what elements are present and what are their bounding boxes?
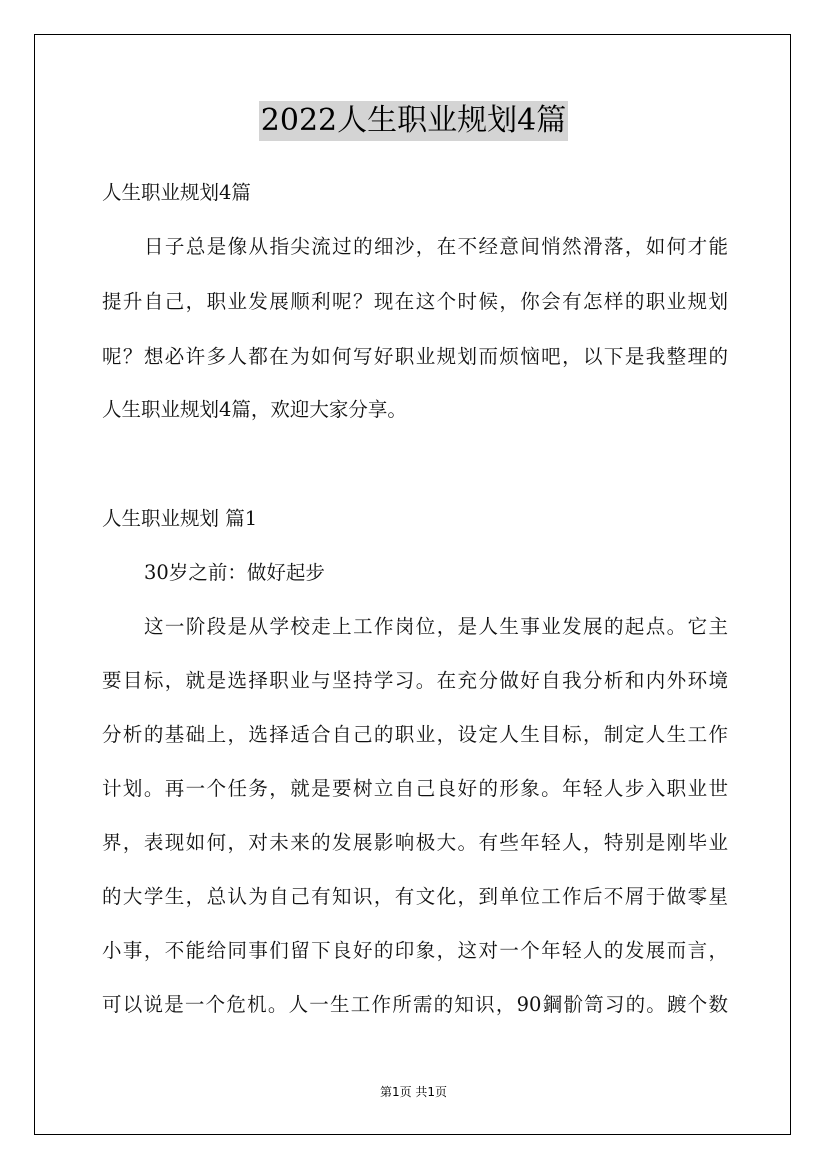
document-title: 2022人生职业规划4篇 [259,101,568,141]
stage-heading: 30岁之前：做好起步 [144,561,325,584]
body-line-8: 可以说是一个危机。人一生工作所需的知识，90鋼骱笥习的。踱个数 [102,993,728,1016]
section-heading: 人生职业规划 篇1 [102,507,258,530]
body-line-7: 小事，不能给同事们留下良好的印象，这对一个年轻人的发展而言， [102,939,728,962]
intro-line-2: 提升自己，职业发展顺利呢？现在这个时候，你会有怎样的职业规划 [102,290,728,313]
body-line-3: 分析的基础上，选择适合自己的职业，设定人生目标，制定人生工作 [102,723,728,746]
intro-line-4: 人生职业规划4篇，欢迎大家分享。 [102,398,407,421]
intro-line-3: 呢？想必许多人都在为如何写好职业规划而烦恼吧，以下是我整理的 [102,345,728,368]
body-line-4: 计划。再一个任务，就是要树立自己良好的形象。年轻人步入职业世 [102,777,728,800]
body-line-2: 要目标，就是选择职业与坚持学习。在充分做好自我分析和内外环境 [102,669,728,692]
body-line-6: 的大学生，总认为自己有知识，有文化，到单位工作后不屑于做零星 [102,885,728,908]
body-line-1: 这一阶段是从学校走上工作岗位，是人生事业发展的起点。它主 [144,615,728,638]
document-subtitle: 人生职业规划4篇 [102,181,251,204]
body-line-5: 界，表现如何，对未来的发展影响极大。有些年轻人，特别是刚毕业 [102,831,728,854]
page-footer: 第1页 共1页 [379,1085,448,1099]
intro-line-1: 日子总是像从指尖流过的细沙，在不经意间悄然滑落，如何才能 [144,235,728,258]
